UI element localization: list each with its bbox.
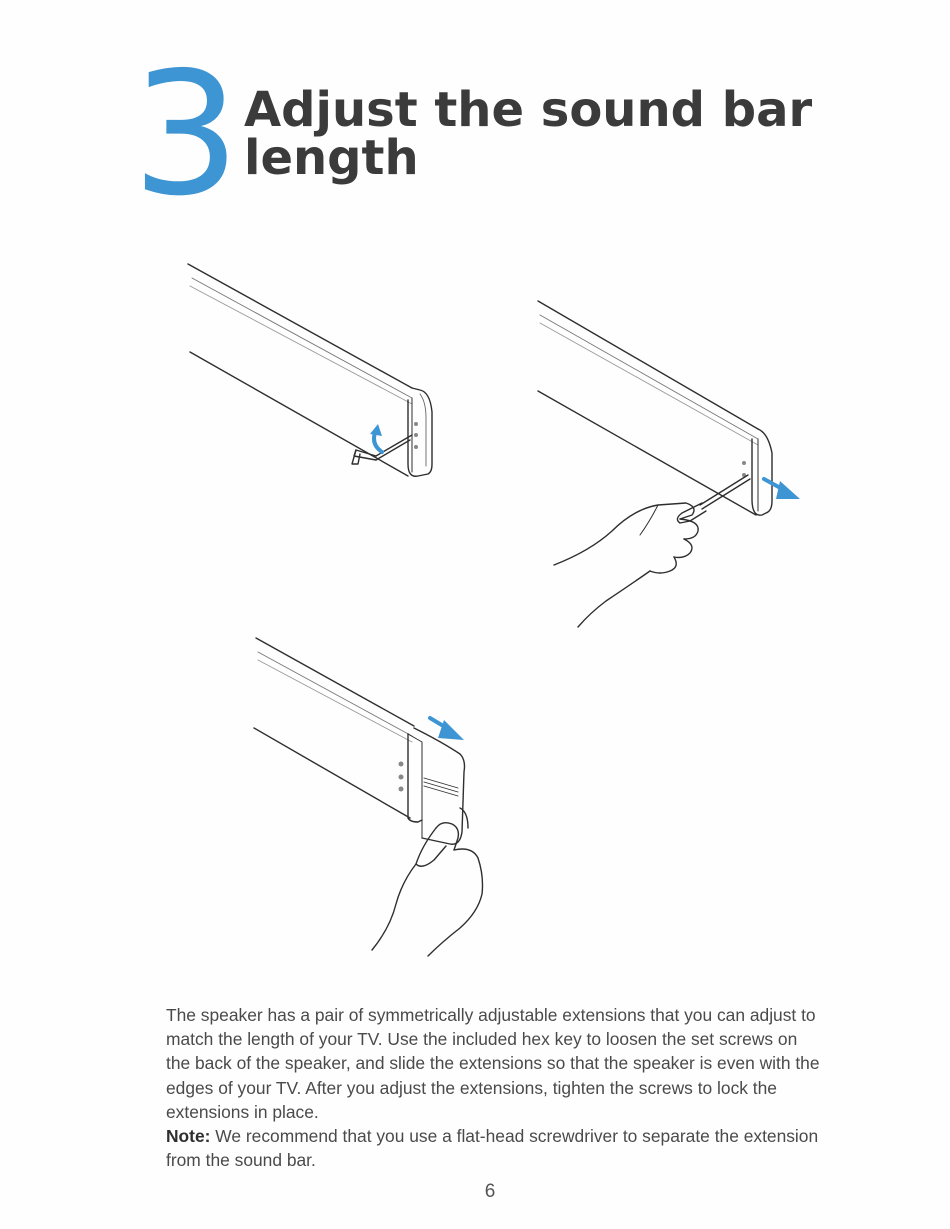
rotate-arrow-icon bbox=[366, 422, 396, 456]
pull-arrow-icon bbox=[760, 473, 804, 505]
note-label: Note: bbox=[166, 1126, 211, 1147]
note-paragraph bbox=[166, 1124, 826, 1172]
slide-extension-illustration bbox=[246, 632, 516, 972]
instructions-paragraph: The speaker has a pair of symmetrically adjustable extensions that you can adjust to match the length of your TV. Use the included hex key to loosen the set screws on the back of the speaker, and slide the extensions so that the speaker is even with the edges of your TV. After you adjust the extensions, tighten the screws to lock the extensions in place. bbox=[166, 1005, 820, 1122]
slide-arrow-icon bbox=[426, 712, 468, 746]
step-title-line-1: Adjust the sound bar bbox=[244, 82, 813, 138]
page-number: 6 bbox=[484, 1181, 496, 1202]
note-text: We recommend that you use a flat-head screwdriver to separate the extension from the sound bar. bbox=[166, 1126, 819, 1171]
hex-key-illustration bbox=[180, 252, 440, 482]
step-number: 3 bbox=[132, 36, 237, 234]
step-title-line-2: length bbox=[244, 130, 419, 186]
instructions-text bbox=[166, 1003, 826, 1172]
screwdriver-illustration bbox=[530, 295, 810, 635]
step-title bbox=[244, 82, 864, 186]
